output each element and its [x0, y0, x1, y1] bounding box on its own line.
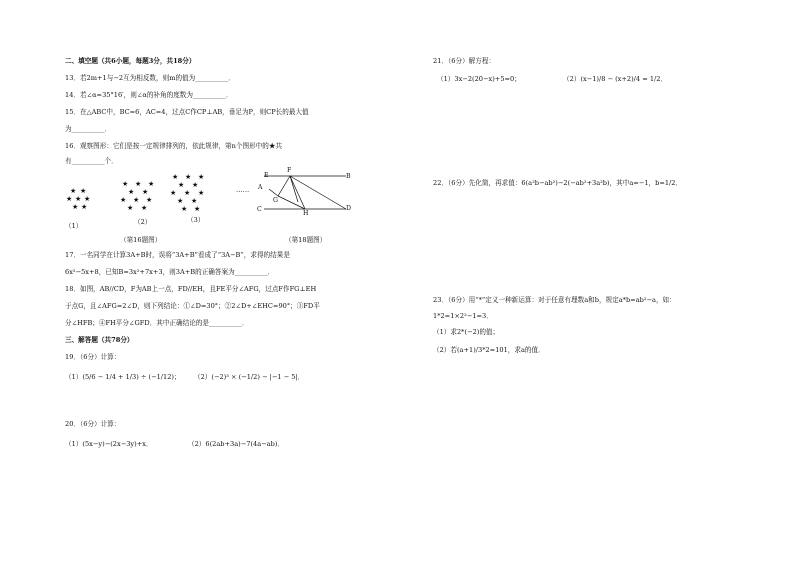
- star-icon: ★: [66, 195, 73, 203]
- star-icon: ★: [142, 188, 149, 196]
- question-16-line1: 16．观察图形：它们是按一定规律排列的，依此规律，第n个图形中的★共: [65, 142, 283, 150]
- star-icon: ★: [184, 189, 191, 197]
- star-icon: ★: [178, 181, 185, 189]
- question-23-line2: 1*2=1×2²−1=3．: [433, 312, 493, 320]
- figure-18-caption: （第18题图）: [285, 236, 327, 244]
- star-icon: ★: [148, 180, 155, 188]
- question-23-part2: （2）若(a+1)/3*2=101，求a的值．: [433, 346, 545, 354]
- point-label-f: F: [287, 167, 292, 174]
- point-label-e: E: [264, 172, 269, 179]
- star-icon: ★: [75, 195, 82, 203]
- point-label-c: C: [257, 206, 262, 213]
- star-icon: ★: [141, 204, 148, 212]
- star-icon: ★: [194, 205, 201, 213]
- star-icon: ★: [192, 181, 199, 189]
- question-17-line2: 6x²−5x+8，已知B=3x²+7x+3，则3A+B的正确答案为__________．: [65, 268, 275, 276]
- question-15-line1: 15．在△ABC中，BC=6，AC=4，过点C作CP⊥AB，垂足为P，则CP长的最大值: [65, 108, 309, 116]
- figure-16-ellipsis: ……: [236, 186, 250, 194]
- star-icon: ★: [170, 189, 177, 197]
- star-icon: ★: [172, 173, 179, 181]
- figure-16-caption-3: （3）: [187, 216, 205, 224]
- figure-16-caption-1: （1）: [65, 222, 83, 230]
- question-23-part1: （1）求2*(−2)的值；: [433, 328, 500, 336]
- star-icon: ★: [127, 204, 134, 212]
- point-label-g: G: [273, 197, 278, 204]
- point-label-a: A: [258, 184, 263, 191]
- star-icon: ★: [198, 189, 205, 197]
- point-label-h: H: [303, 210, 309, 217]
- figure-18-diagram: [258, 168, 378, 218]
- star-icon: ★: [81, 203, 88, 211]
- point-label-d: D: [346, 205, 351, 212]
- star-icon: ★: [72, 203, 79, 211]
- question-18-line1: 18．如图，AB//CD，F为AB上一点，FD//EH，且FE平分∠AFG，过点F作FG⊥EH: [65, 285, 317, 293]
- star-icon: ★: [128, 188, 135, 196]
- question-20: 20．（6分）计算：: [65, 420, 121, 428]
- question-20-part2: （2）6(2ab+3a)−7(4a−ab)．: [188, 440, 284, 448]
- question-21: 21．（6分）解方程：: [433, 57, 496, 65]
- star-icon: ★: [146, 196, 153, 204]
- star-icon: ★: [120, 196, 127, 204]
- question-19-part2: （2）(−2)³ × (−1/2) − |−1 − 5|．: [194, 373, 305, 381]
- question-18-line2: 于点G，且∠AFG=2∠D，则下列结论：①∠D=30°；②2∠D+∠EHC=90°；③FD平: [65, 302, 320, 310]
- star-icon: ★: [177, 197, 184, 205]
- star-icon: ★: [70, 187, 77, 195]
- question-20-part1: （1）(5x−y)−(2x−3y)+x．: [65, 440, 153, 448]
- question-19: 19．（6分）计算：: [65, 353, 121, 361]
- question-15-line2: 为__________．: [65, 125, 112, 133]
- section-fill-blank-heading: 二、填空题（共6小题，每题3分，共18分）: [65, 57, 196, 65]
- question-21-part2: （2）(x−1)/8 − (x+2)/4 = 1/2．: [563, 75, 668, 83]
- question-23-line1: 23．（6分）用“*”定义一种新运算：对于任意有理数a和b，规定a*b=ab²−a，如：: [433, 296, 676, 304]
- star-icon: ★: [122, 180, 129, 188]
- question-22: 22．（6分）先化简，再求值：6(a²b−ab²)−2(−ab²+3a²b)，其中a=−1，b=1/2．: [433, 179, 683, 187]
- section-solve-heading: 三、解答题（共78分）: [65, 336, 134, 344]
- question-13: 13．若2m+1与−2互为相反数，则m的值为__________．: [65, 74, 235, 82]
- star-icon: ★: [84, 195, 91, 203]
- star-icon: ★: [135, 180, 142, 188]
- star-icon: ★: [181, 205, 188, 213]
- star-icon: ★: [80, 187, 87, 195]
- star-icon: ★: [185, 173, 192, 181]
- question-21-part1: （1）3x−2(20−x)+5=0；: [437, 75, 521, 83]
- star-icon: ★: [191, 197, 198, 205]
- star-icon: ★: [198, 173, 205, 181]
- question-18-line3: 分∠HFB；④FH平分∠GFD．其中正确结论的是__________．: [65, 319, 249, 327]
- question-19-part1: （1）(5/6 − 1/4 + 1/3) ÷ (−1/12)；: [65, 373, 181, 381]
- figure-16-caption: （第16题图）: [120, 236, 162, 244]
- question-17-line1: 17．一名同学在计算3A+B时，误将“3A+B”看成了“3A−B”，求得的结果是: [65, 251, 290, 259]
- question-14: 14．若∠α=35°16′，则∠α的补角的度数为__________．: [65, 91, 233, 99]
- figure-16-caption-2: （2）: [134, 218, 152, 226]
- star-icon: ★: [133, 196, 140, 204]
- point-label-b: B: [346, 173, 351, 180]
- question-16-line2: 有__________个．: [65, 157, 118, 165]
